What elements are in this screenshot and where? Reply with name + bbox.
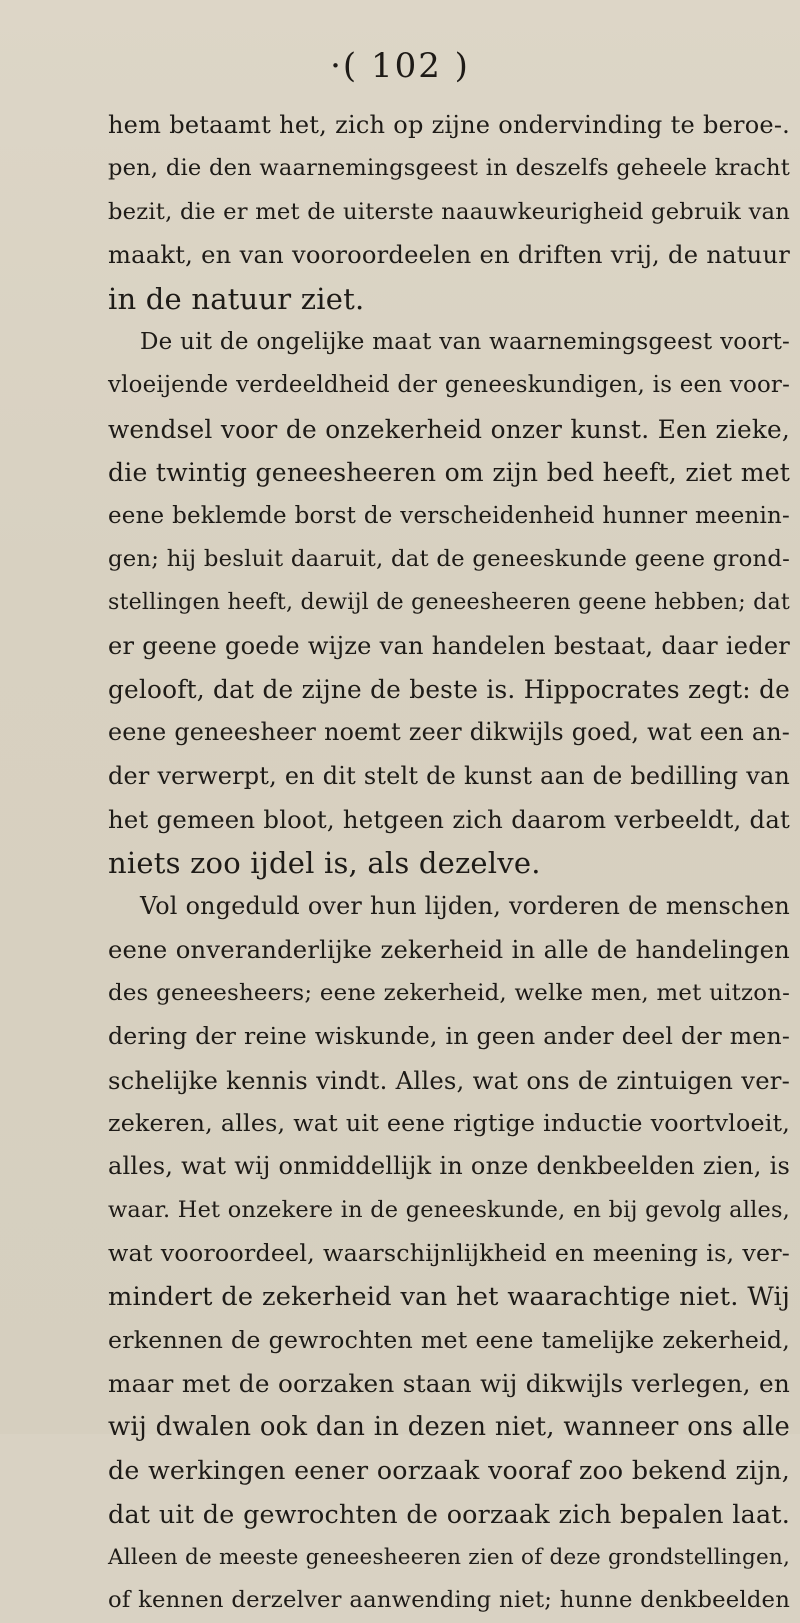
text-line: gen; hij besluit daaruit, dat de geneeskunde geene grond- (108, 545, 790, 572)
text-line: De uit de ongelijke maat van waarnemingsgeest voort- (140, 328, 790, 355)
text-line: wij dwalen ook dan in dezen niet, wanneer ons alle (108, 1411, 790, 1442)
text-line: gelooft, dat de zijne de beste is. Hippocrates zegt: de (108, 675, 790, 705)
text-line: vloeijende verdeeldheid der geneeskundigen, is een voor- (108, 372, 790, 399)
text-line: alles, wat wij onmiddellijk in onze denkbeelden zien, is (108, 1152, 790, 1181)
text-line: maar met de oorzaken staan wij dikwijls verlegen, en (108, 1369, 790, 1399)
text-line: mindert de zekerheid van het waarachtige niet. Wij (108, 1281, 790, 1312)
text-line: die twintig geneesheeren om zijn bed heeft, ziet met (108, 458, 790, 488)
text-line: Alleen de meeste geneesheeren zien of deze grondstellingen, (108, 1544, 790, 1570)
text-line: hem betaamt het, zich op zijne ondervinding te beroe-. (108, 111, 790, 139)
text-line: er geene goede wijze van handelen bestaat, daar ieder (108, 631, 790, 660)
text-line: of kennen derzelver aanwending niet; hunne denkbeelden (108, 1587, 790, 1614)
text-line: niets zoo ijdel is, als dezelve. (108, 845, 541, 880)
text-line: bezit, die er met de uiterste naauwkeurigheid gebruik van (108, 198, 790, 225)
text-line: der verwerpt, en dit stelt de kunst aan de bedilling van (108, 761, 790, 790)
text-line: wat vooroordeel, waarschijnlijkheid en meening is, ver- (108, 1239, 790, 1268)
text-line: stellingen heeft, dewijl de geneesheeren geene hebben; dat (108, 589, 790, 616)
text-line: maakt, en van vooroordeelen en driften vrij, de natuur (108, 241, 790, 270)
text-line: dering der reine wiskunde, in geen ander deel der men- (108, 1022, 790, 1051)
text-line: des geneesheers; eene zekerheid, welke men, met uitzon- (108, 979, 790, 1006)
text-line: dat uit de gewrochten de oorzaak zich bepalen laat. (108, 1498, 790, 1529)
text-line: waar. Het onzekere in de geneeskunde, en bij gevolg alles, (108, 1196, 790, 1223)
page-number: ·( 102 ) (330, 46, 470, 86)
text-line: eene beklemde borst de verscheidenheid hunner meenin- (108, 502, 790, 529)
text-line: eene geneesheer noemt zeer dikwijls goed, wat een an- (108, 718, 790, 747)
text-line: zekeren, alles, wat uit eene rigtige inductie voortvloeit, (108, 1108, 790, 1137)
text-line: schelijke kennis vindt. Alles, wat ons de zintuigen ver- (108, 1065, 790, 1095)
text-line: wendsel voor de onzekerheid onzer kunst. Een zieke, (108, 414, 790, 444)
text-line: in de natuur ziet. (108, 281, 365, 316)
text-line: Vol ongeduld over hun lijden, vorderen de menschen (140, 892, 790, 921)
text-line: pen, die den waarnemingsgeest in deszelfs geheele kracht (108, 155, 790, 182)
text-line: erkennen de gewrochten met eene tamelijke zekerheid, (108, 1325, 790, 1354)
text-line: het gemeen bloot, hetgeen zich daarom verbeeldt, dat (108, 805, 790, 835)
body-text (108, 104, 790, 1623)
text-line: de werkingen eener oorzaak vooraf zoo bekend zijn, (108, 1456, 790, 1486)
text-line: eene onveranderlijke zekerheid in alle de handelingen (108, 935, 790, 965)
